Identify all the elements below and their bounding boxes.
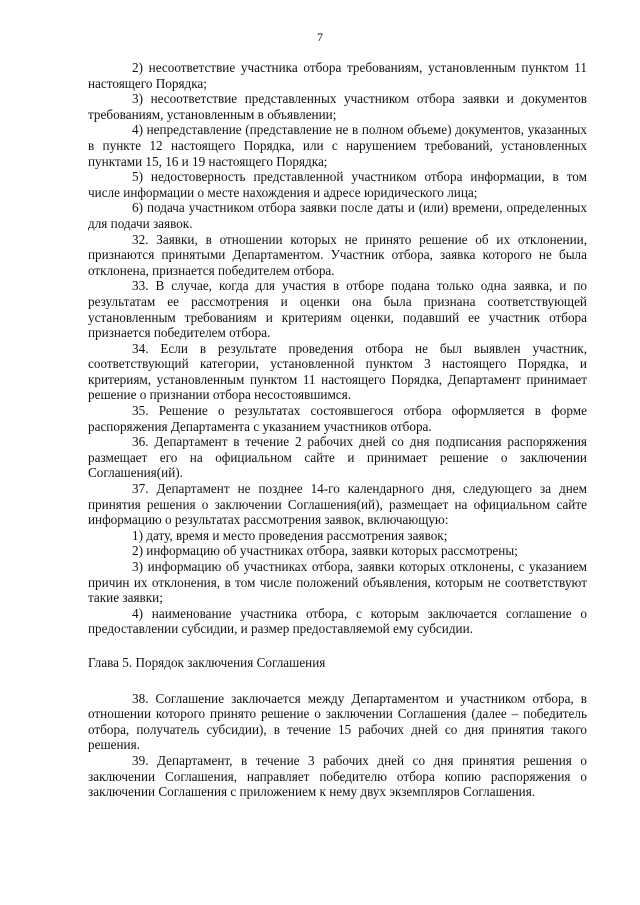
- paragraph-38: 38. Соглашение заключается между Департаментом и участником отбора, в отношении которого принято решение о заключении Соглашения (далее – победитель отбора, получатель субсидии), в течение 15 рабочих дней со дня принятия такого решения.: [88, 690, 587, 753]
- paragraph-32: 32. Заявки, в отношении которых не принято решение об их отклонении, признаются принятыми Департаментом. Участник отбора, заявка которого не была отклонена, признается победителем отбора.: [88, 231, 587, 278]
- paragraph-37-item-2: 2) информацию об участниках отбора, заявки которых рассмотрены;: [132, 543, 518, 559]
- paragraph-item-3: 3) несоответствие представленных участником отбора заявки и документов требованиям, установленным в объявлении;: [88, 91, 587, 122]
- page-number: 7: [317, 30, 323, 44]
- paragraph-37: 37. Департамент не позднее 14-го календарного дня, следующего за днем принятия решения о заключении Соглашения(ий), размещает на официальном сайте информацию о результатах рассмотрения заявок, включающую:: [88, 481, 587, 528]
- paragraph-37-item-3: 3) информацию об участниках отбора, заявки которых отклонены, с указанием причин их отклонения, в том числе положений объявления, которым не соответствуют такие заявки;: [88, 559, 587, 606]
- document-body: [88, 0, 587, 800]
- paragraph-item-4: 4) непредставление (представление не в полном объеме) документов, указанных в пункте 12 настоящего Порядка, или с нарушением требований, установленных пунктами 15, 16 и 19 настоящего Порядка;: [88, 122, 587, 169]
- paragraph-item-6: 6) подача участником отбора заявки после даты и (или) времени, определенных для подачи заявок.: [88, 200, 587, 231]
- paragraph-37-item-1: 1) дату, время и место проведения рассмотрения заявок;: [132, 527, 448, 543]
- paragraph-35: 35. Решение о результатах состоявшегося отбора оформляется в форме распоряжения Департамента с указанием участников отбора.: [88, 403, 587, 434]
- paragraph-33: 33. В случае, когда для участия в отборе подана только одна заявка, и по результатам ее рассмотрения и оценки она была признана соответствующей установленным требованиям и критериям оценки, подавший ее участник отбора признается победителем отбора.: [88, 278, 587, 341]
- paragraph-item-5: 5) недостоверность представленной участником отбора информации, в том числе информации о месте нахождения и адресе юридического лица;: [88, 169, 587, 200]
- paragraph-34: 34. Если в результате проведения отбора не был выявлен участник, соответствующий категории, установленной пунктом 3 настоящего Порядка, и критериям, установленным пунктом 11 настоящего Порядка, Департамент принимает решение о признании отбора несостоявшимся.: [88, 340, 587, 403]
- paragraph-37-item-4: 4) наименование участника отбора, с которым заключается соглашение о предоставлении субсидии, и размер предоставляемой ему субсидии.: [88, 605, 587, 637]
- chapter-heading: Глава 5. Порядок заключения Соглашения: [88, 654, 326, 670]
- paragraph-item-2: 2) несоответствие участника отбора требованиям, установленным пунктом 11 настоящего Порядка;: [88, 60, 587, 91]
- paragraph-39: 39. Департамент, в течение 3 рабочих дней со дня принятия решения о заключении Соглашения, направляет победителю отбора копию распоряжения о заключении Соглашения с приложением к нему двух экземпляров Соглашения.: [88, 752, 587, 800]
- paragraph-36: 36. Департамент в течение 2 рабочих дней со дня подписания распоряжения размещает его на официальном сайте и принимает решение о заключении Соглашения(ий).: [88, 434, 587, 481]
